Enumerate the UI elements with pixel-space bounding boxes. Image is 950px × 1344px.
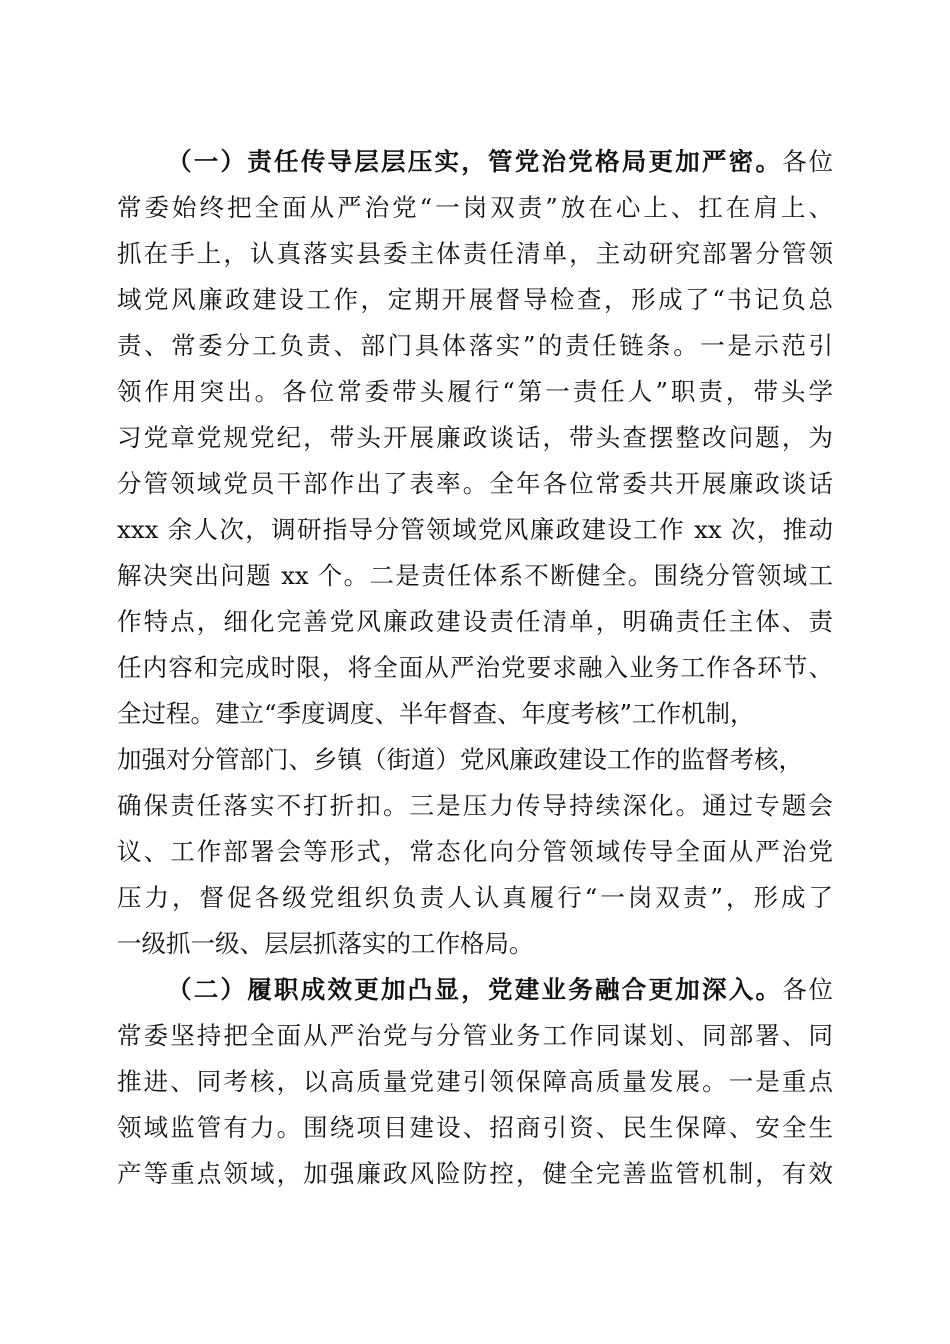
section-heading-2: （二）履职成效更加凸显，党建业务融合更加深入。 — [167, 975, 783, 1004]
body-line: 领域监管有力。围绕项目建设、招商引资、民生保障、安全生 — [117, 1113, 833, 1142]
body-line: 分管领域党员干部作出了表率。全年各位常委共开展廉政谈话 — [117, 469, 833, 498]
body-line: 全过程。建立“季度调度、半年督查、年度考核”工作机制， — [117, 699, 755, 728]
body-line: 常委始终把全面从严治党“一岗双责”放在心上、扛在肩上、 — [117, 193, 833, 222]
body-line: 责、常委分工负责、部门具体落实”的责任链条。一是示范引 — [117, 331, 833, 360]
body-line: 领作用突出。各位常委带头履行“第一责任人”职责，带头学 — [117, 377, 833, 406]
paragraph-1-heading-line — [167, 142, 833, 182]
body-text: 各位 — [782, 147, 833, 176]
body-line: 常委坚持把全面从严治党与分管业务工作同谋划、同部署、同 — [117, 1021, 833, 1050]
body-line: 加强对分管部门、乡镇（街道）党风廉政建设工作的监督考核， — [117, 745, 803, 774]
body-line: 压力，督促各级党组织负责人认真履行“一岗双责”，形成了 — [117, 883, 833, 912]
body-line: 域党风廉政建设工作，定期开展督导检查，形成了“书记负总 — [117, 285, 833, 314]
body-line: 作特点，细化完善党风廉政建设责任清单，明确责任主体、责 — [117, 607, 833, 636]
body-line: 习党章党规党纪，带头开展廉政谈话，带头查摆整改问题，为 — [117, 423, 833, 452]
body-line: 议、工作部署会等形式，常态化向分管领域传导全面从严治党 — [117, 837, 833, 866]
body-line: 抓在手上，认真落实县委主体责任清单，主动研究部署分管领 — [117, 239, 833, 268]
section-heading-1: （一）责任传导层层压实，管党治党格局更加严密。 — [167, 147, 783, 176]
body-line: 解决突出问题 xx 个。二是责任体系不断健全。围绕分管领域工 — [117, 561, 833, 590]
paragraph-2-heading-line — [167, 970, 833, 1010]
body-line: 推进、同考核，以高质量党建引领保障高质量发展。一是重点 — [117, 1067, 833, 1096]
body-line: xxx 余人次，调研指导分管领域党风廉政建设工作 xx 次，推动 — [117, 515, 833, 544]
body-line: 确保责任落实不打折扣。三是压力传导持续深化。通过专题会 — [117, 791, 833, 820]
body-line: 任内容和完成时限，将全面从严治党要求融入业务工作各环节、 — [117, 653, 833, 682]
body-text: 各位 — [782, 975, 833, 1004]
body-line-last: 一级抓一级、层层抓落实的工作格局。 — [117, 929, 534, 958]
body-line: 产等重点领域，加强廉政风险防控，健全完善监管机制，有效 — [117, 1159, 833, 1188]
